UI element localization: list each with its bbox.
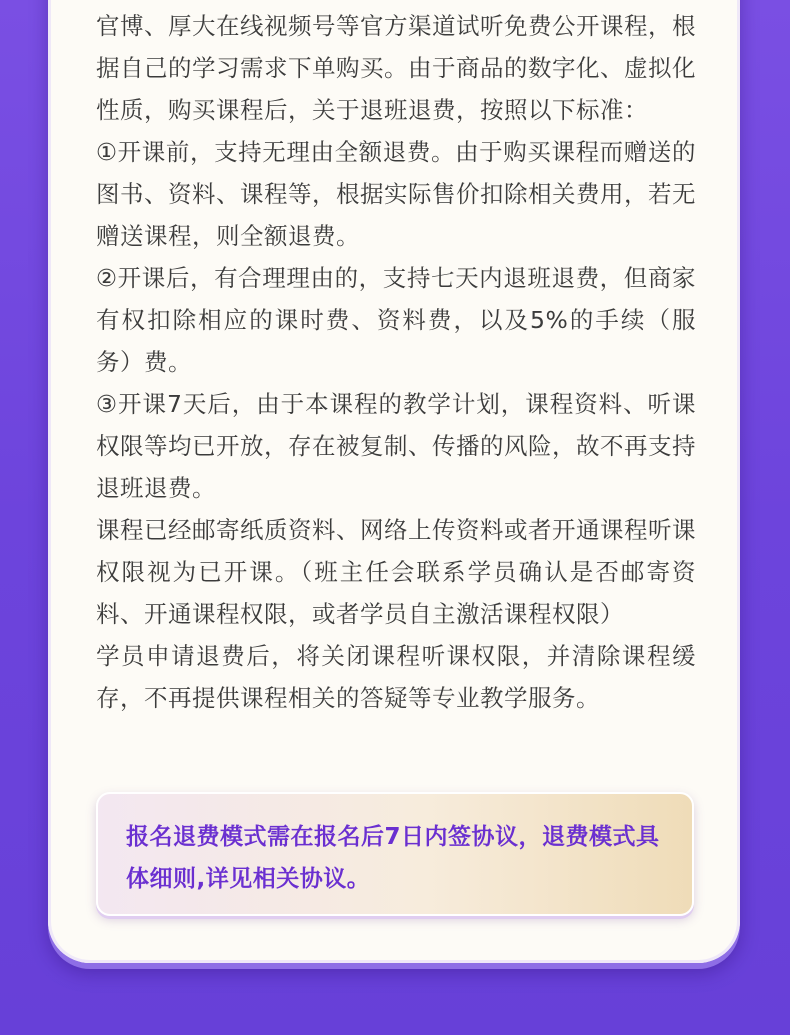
notice-text: 报名退费模式需在报名后7日内签协议，退费模式具体细则,详见相关协议。 <box>126 824 660 892</box>
policy-paragraph-intro: 官博、厚大在线视频号等官方渠道试听免费公开课程，根据自己的学习需求下单购买。由于商品的数字化、虚拟化性质，购买课程后，关于退班退费，按照以下标准： <box>96 12 696 124</box>
refund-agreement-notice <box>96 792 694 916</box>
policy-paragraph-after-7-days: ③开课7天后，由于本课程的教学计划，课程资料、听课权限等均已开放，存在被复制、传播的风险，故不再支持退班退费。 <box>96 390 696 502</box>
policy-paragraph-before-class: ①开课前，支持无理由全额退费。由于购买课程而赠送的图书、资料、课程等，根据实际售价扣除相关费用，若无赠送课程，则全额退费。 <box>96 138 696 250</box>
refund-policy-text <box>96 5 696 719</box>
policy-paragraph-class-started-definition: 课程已经邮寄纸质资料、网络上传资料或者开通课程听课权限视为已开课。（班主任会联系学员确认是否邮寄资料、开通课程权限，或者学员自主激活课程权限） <box>96 516 696 628</box>
policy-paragraph-after-class: ②开课后，有合理理由的，支持七天内退班退费，但商家有权扣除相应的课时费、资料费，以及5%的手续（服务）费。 <box>96 264 696 376</box>
policy-paragraph-after-refund: 学员申请退费后，将关闭课程听课权限，并清除课程缓存，不再提供课程相关的答疑等专业教学服务。 <box>96 642 696 712</box>
